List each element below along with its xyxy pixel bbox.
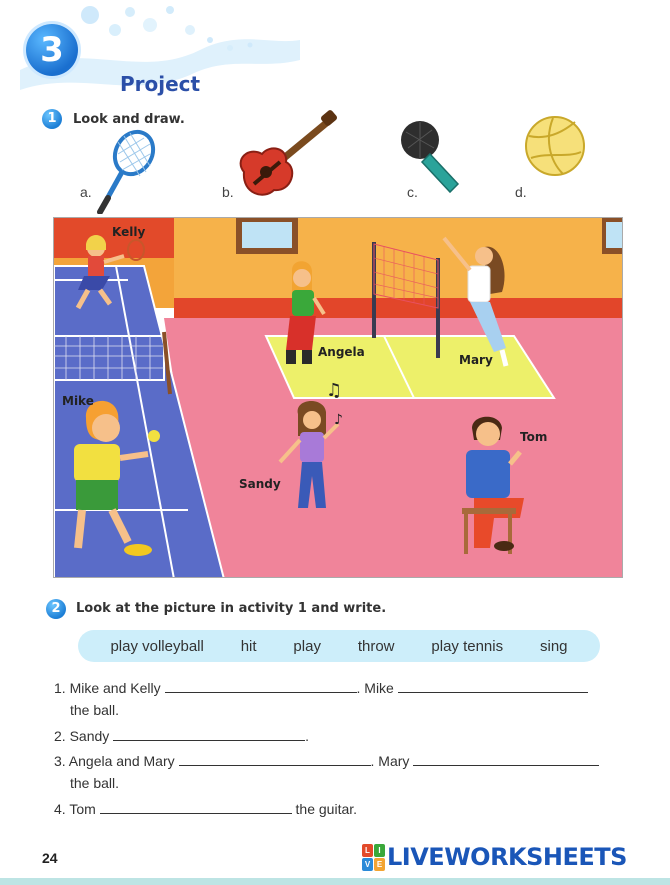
tennis-racket-icon xyxy=(92,128,162,214)
scene-background xyxy=(54,218,623,578)
word-bank-item: play tennis xyxy=(431,637,504,655)
word-bank-item: play volleyball xyxy=(110,637,204,655)
sentence-4-start: 4. Tom xyxy=(54,801,96,817)
answer-blank-4[interactable] xyxy=(100,800,292,814)
sentence-4-end: the guitar. xyxy=(295,801,358,817)
item-letter-b: b. xyxy=(222,184,234,200)
logo-letter-l: L xyxy=(362,844,373,857)
word-bank-item: hit xyxy=(240,637,257,655)
sentence-3-end: the ball. xyxy=(70,775,120,791)
answer-blank-1a[interactable] xyxy=(165,679,357,693)
activity-2-title: Look at the picture in activity 1 and write. xyxy=(76,601,387,616)
sentence-3-start: 3. Angela and Mary xyxy=(54,753,175,769)
sentence-1-start: 1. Mike and Kelly xyxy=(54,680,161,696)
volleyball-icon xyxy=(523,114,587,178)
sentence-3 xyxy=(54,752,599,769)
answer-blank-3b[interactable] xyxy=(413,752,599,766)
svg-text:♫: ♫ xyxy=(326,380,343,401)
logo-letter-e: E xyxy=(374,858,385,871)
sentence-1 xyxy=(54,679,588,696)
sentence-2-end: . xyxy=(305,728,310,744)
unit-number-badge: 3 xyxy=(26,24,78,76)
guitar-icon xyxy=(234,110,338,200)
liveworksheets-logo xyxy=(362,843,627,871)
word-bank-item: throw xyxy=(357,637,395,655)
answer-blank-2[interactable] xyxy=(113,727,305,741)
brand-name: LIVEWORKSHEETS xyxy=(387,843,627,871)
word-bank xyxy=(78,630,600,662)
answer-blank-3a[interactable] xyxy=(179,752,371,766)
sentence-1-end: the ball. xyxy=(70,702,120,718)
word-bank-item: sing xyxy=(539,637,568,655)
logo-letter-i: I xyxy=(374,844,385,857)
sentence-4 xyxy=(54,800,357,817)
activity-2-number: 2 xyxy=(46,599,66,619)
sentence-2 xyxy=(54,727,309,744)
sentence-1-middle: . Mike xyxy=(356,680,394,696)
name-label-mary: Mary xyxy=(459,353,493,367)
name-label-tom: Tom xyxy=(520,430,548,444)
sentence-2-start: 2. Sandy xyxy=(54,728,110,744)
item-letter-a: a. xyxy=(80,184,92,200)
liveworksheets-icon xyxy=(362,844,384,870)
page-number: 24 xyxy=(42,850,58,866)
logo-letter-v: V xyxy=(362,858,373,871)
name-label-kelly: Kelly xyxy=(112,225,146,239)
item-letter-c: c. xyxy=(407,184,418,200)
bottom-bar xyxy=(0,878,670,885)
svg-text:♪: ♪ xyxy=(334,412,343,428)
name-label-angela: Angela xyxy=(318,345,365,359)
answer-blank-1b[interactable] xyxy=(398,679,588,693)
page-title: Project xyxy=(120,72,201,96)
sports-scene-illustration xyxy=(53,217,623,578)
activity-1-title: Look and draw. xyxy=(73,112,185,127)
item-letter-d: d. xyxy=(515,184,527,200)
microphone-icon xyxy=(398,118,464,194)
sentence-3-middle: . Mary xyxy=(370,753,410,769)
word-bank-item: play xyxy=(293,637,321,655)
name-label-mike: Mike xyxy=(62,394,94,408)
activity-1-number: 1 xyxy=(42,109,62,129)
name-label-sandy: Sandy xyxy=(239,477,281,491)
